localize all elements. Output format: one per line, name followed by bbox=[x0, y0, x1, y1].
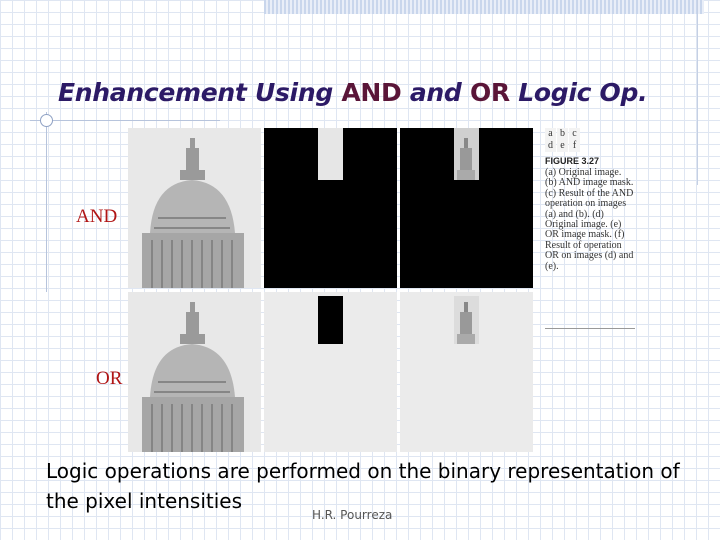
body-text: Logic operations are performed on the binary representation of the pixel intensities bbox=[46, 459, 680, 513]
figure-label: FIGURE 3.27 bbox=[545, 156, 600, 166]
title-part-5: Logic Op. bbox=[509, 78, 648, 107]
title-part-3: and bbox=[401, 78, 470, 107]
panel-c-and-result bbox=[400, 128, 533, 288]
title-part-and: AND bbox=[341, 78, 402, 107]
decorative-right-line bbox=[697, 0, 698, 185]
panel-letter-f: f bbox=[569, 140, 580, 152]
or-row-label: OR bbox=[96, 368, 123, 389]
panel-letter-e: e bbox=[557, 140, 568, 152]
panel-b-and-mask bbox=[264, 128, 397, 288]
figure-caption: (a) Original image. (b) AND image mask. (c) Result of the AND operation on images (a) and (b). (d) Original image. (e) OR image mask. (f) Result of operation OR on images (d) and (e). bbox=[545, 167, 634, 272]
panel-d-original-image bbox=[128, 292, 261, 452]
figure-panel-letters bbox=[545, 128, 585, 152]
caption-divider bbox=[545, 328, 635, 329]
title-part-or: OR bbox=[469, 78, 510, 107]
title-part-1: Enhancement Using bbox=[58, 78, 342, 107]
and-row-label: AND bbox=[76, 206, 118, 227]
panel-letter-b: b bbox=[557, 128, 568, 140]
decorative-circle-icon bbox=[40, 114, 53, 127]
panel-letter-a: a bbox=[545, 128, 556, 140]
panel-f-or-result bbox=[400, 292, 533, 452]
panel-letter-c: c bbox=[569, 128, 580, 140]
panel-letter-d: d bbox=[545, 140, 556, 152]
decorative-horizontal-line bbox=[30, 120, 220, 121]
decorative-left-line bbox=[46, 112, 47, 292]
slide-title bbox=[58, 78, 647, 107]
footer-author: H.R. Pourreza bbox=[312, 508, 393, 522]
panel-e-or-mask bbox=[264, 292, 397, 452]
panel-a-original-image bbox=[128, 128, 261, 288]
decorative-top-bar bbox=[264, 0, 704, 14]
